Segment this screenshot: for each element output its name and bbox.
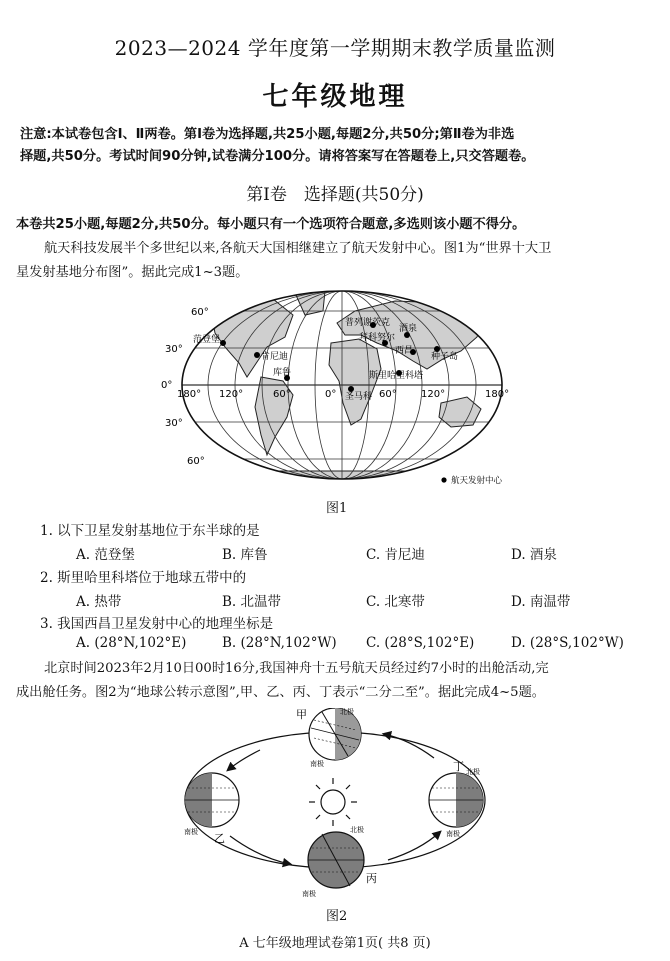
notice-line-1: 注意:本试卷包含Ⅰ、Ⅱ两卷。第Ⅰ卷为选择题,共25小题,每题2分,共50分;第Ⅱ卷为非选 — [20, 127, 515, 142]
lon-label-180e: 180° — [485, 389, 510, 400]
question-1-option-b: B. 库鲁 — [222, 547, 268, 563]
site-tanegashima: 种子岛 — [431, 352, 459, 362]
site-plesetsk: 普列谢茨克 — [345, 318, 391, 328]
legend-dot — [441, 477, 446, 482]
figure2-caption: 图2 — [326, 909, 348, 924]
lon-label-180w: 180° — [177, 389, 202, 400]
site-kennedy: 肯尼迪 — [261, 352, 289, 362]
question-2-option-c: C. 北寒带 — [366, 594, 425, 610]
lon-label-0: 0° — [325, 389, 337, 400]
subject-title: 七年级地理 — [262, 82, 408, 112]
site-vandenberg: 范登堡 — [193, 335, 221, 345]
graticule — [175, 291, 509, 479]
site-san-marco: 圣马科 — [345, 392, 373, 402]
earth-yi — [185, 773, 239, 827]
lon-label-60e: 60° — [379, 389, 397, 400]
question-1-option-a: A. 范登堡 — [76, 547, 135, 563]
label-ding-south-pole: 南极 — [446, 830, 460, 838]
site-jiuquan: 酒泉 — [399, 324, 418, 334]
lon-label-60w: 60° — [273, 389, 291, 400]
label-bing: 丙 — [366, 872, 377, 885]
passage2-line-1: 北京时间2023年2月10日00时16分,我国神舟十五号航天员经过约7小时的出舱活动,完 — [44, 661, 549, 676]
figure1-caption: 图1 — [326, 501, 348, 516]
question-2-option-d: D. 南温带 — [511, 594, 571, 610]
site-kourou: 库鲁 — [273, 368, 292, 378]
label-bing-north-pole: 北极 — [350, 826, 364, 834]
question-2-option-a: A. 热带 — [76, 594, 122, 610]
question-3-option-b: B. (28°N,102°W) — [222, 635, 337, 651]
figure1-world-map — [155, 285, 525, 490]
page-footer: A 七年级地理试卷第1页( 共8 页) — [239, 936, 431, 951]
notice-line-2: 择题,共50分。考试时间90分钟,试卷满分100分。请将答案写在答题卷上,只交答题卷。 — [20, 149, 535, 164]
label-jia-south-pole: 南极 — [310, 760, 324, 768]
exam-header: 2023—2024 学年度第一学期期末教学质量监测 — [114, 36, 556, 60]
label-jia-north-pole: 北极 — [340, 708, 354, 716]
question-2-option-b: B. 北温带 — [222, 594, 282, 610]
lat-label-30s: 30° — [165, 418, 183, 429]
passage1-line-1: 航天科技发展半个多世纪以来,各航天大国相继建立了航天发射中心。图1为“世界十大卫 — [44, 241, 552, 256]
section-instructions: 本卷共25小题,每题2分,共50分。每小题只有一个选项符合题意,多选则该小题不得分。 — [16, 217, 526, 232]
site-baikonur: 拜科努尔 — [359, 333, 396, 343]
label-jia: 甲 — [296, 708, 307, 721]
site-xichang: 西昌 — [395, 346, 414, 356]
passage1-line-2: 星发射基地分布图”。据此完成1~3题。 — [16, 265, 249, 280]
question-3-option-d: D. (28°S,102°W) — [511, 635, 624, 651]
orbit-arrow-2 — [230, 836, 290, 864]
question-3-option-a: A. (28°N,102°E) — [76, 635, 187, 651]
earth-ding — [429, 773, 483, 827]
question-3-stem: 3. 我国西昌卫星发射中心的地理坐标是 — [40, 616, 274, 632]
earth-bing — [308, 832, 364, 888]
figure2-revolution-diagram — [170, 708, 500, 903]
question-1-option-c: C. 肯尼迪 — [366, 547, 425, 563]
lat-label-60s: 60° — [187, 456, 205, 467]
section-title: 第Ⅰ卷 选择题(共50分) — [246, 185, 424, 205]
lat-label-0: 0° — [161, 380, 173, 391]
lat-label-60n: 60° — [191, 307, 209, 318]
question-1-option-d: D. 酒泉 — [511, 547, 557, 563]
orbit-arrow-1 — [228, 750, 260, 770]
label-ding: 丁 — [453, 760, 464, 773]
label-yi-south-pole: 南极 — [184, 828, 198, 836]
legend-label: 航天发射中心 — [451, 476, 503, 486]
question-1-stem: 1. 以下卫星发射基地位于东半球的是 — [40, 523, 260, 539]
label-ding-north-pole: 北极 — [466, 768, 480, 776]
label-yi: 乙 — [214, 832, 225, 845]
lon-label-120e: 120° — [421, 389, 446, 400]
lat-label-30n: 30° — [165, 344, 183, 355]
question-2-stem: 2. 斯里哈里科塔位于地球五带中的 — [40, 570, 247, 586]
site-sriharikota: 斯里哈里科塔 — [369, 371, 424, 381]
orbit-arrow-3 — [388, 832, 440, 860]
passage2-line-2: 成出舱任务。图2为“地球公转示意图”,甲、乙、丙、丁表示“二分二至”。据此完成4~5题。 — [16, 685, 545, 700]
question-3-option-c: C. (28°S,102°E) — [366, 635, 475, 651]
sun-icon — [309, 778, 357, 826]
lon-label-120w: 120° — [219, 389, 244, 400]
label-bing-south-pole: 南极 — [302, 890, 316, 898]
